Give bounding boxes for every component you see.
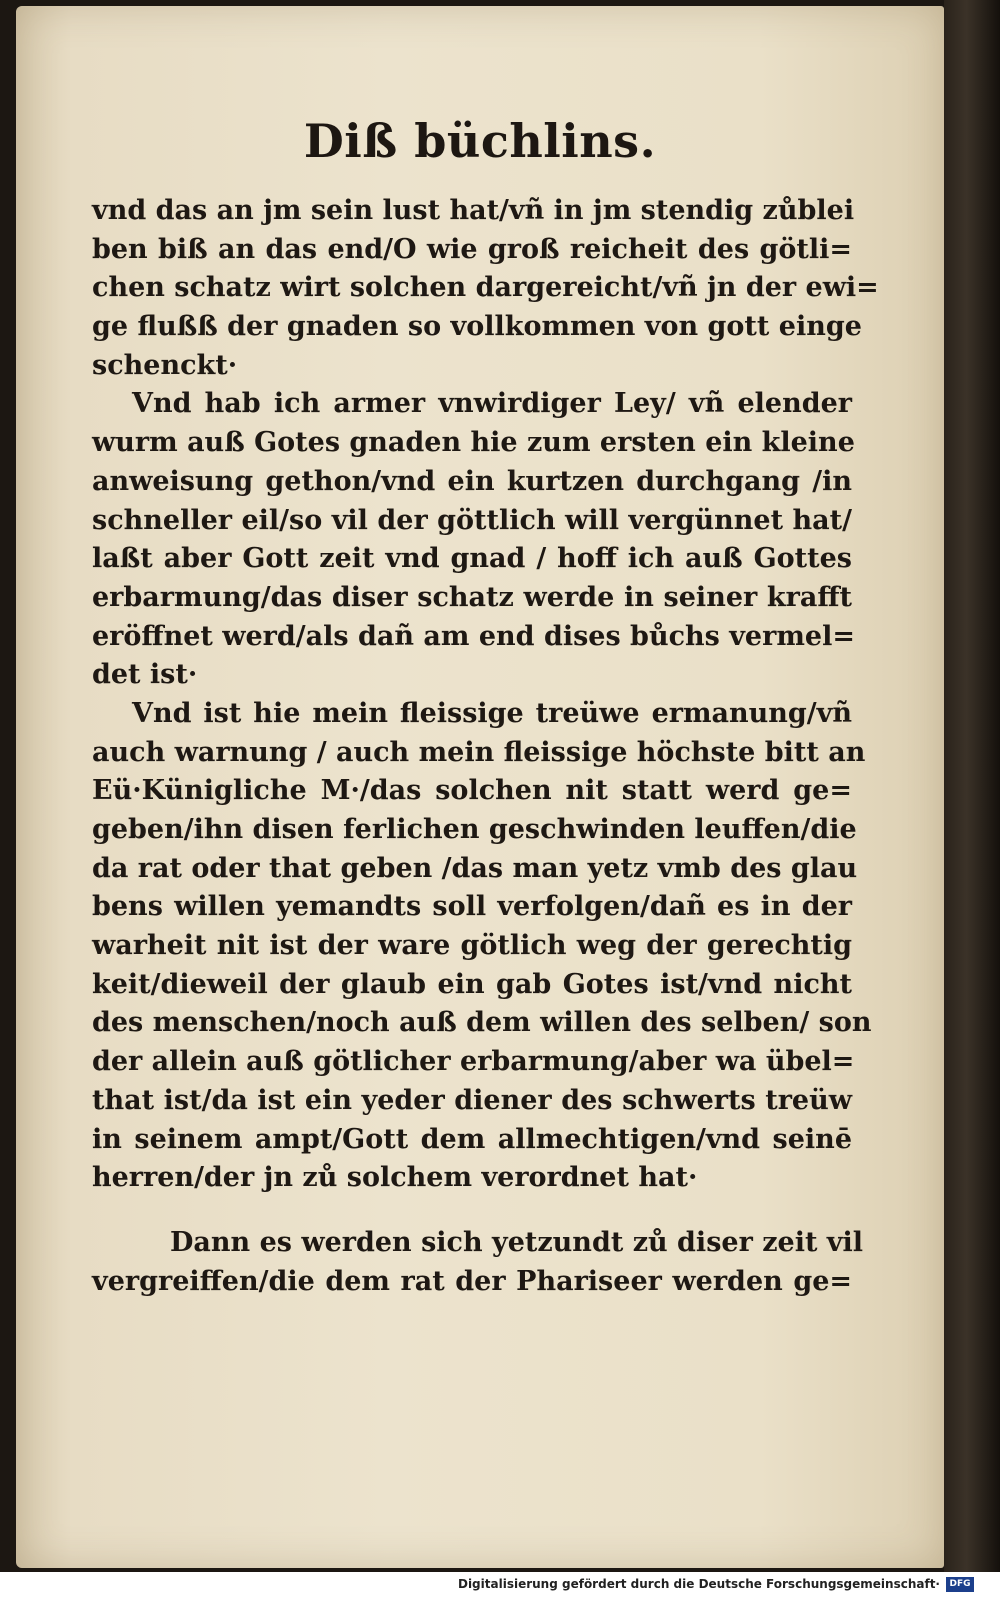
- funding-credit: Digitalisierung gefördert durch die Deutsche Forschungsgemeinschaft·: [457, 1577, 940, 1591]
- text-line: ben biß an das end/O wie groß reicheit des götli=: [92, 233, 852, 265]
- text-line: eröffnet werd/als dañ am end dises bůchs vermel=: [92, 620, 855, 652]
- text-line: geben/ihn disen ferlichen geschwinden leuffen/die: [92, 814, 857, 845]
- text-line: keit/dieweil der glaub ein gab Gotes ist/vnd nicht: [92, 968, 852, 1000]
- text-line: laßt aber Gott zeit vnd gnad / hoff ich auß Gottes: [92, 543, 852, 575]
- text-line: that ist/da ist ein yeder diener des schwerts treüw: [92, 1084, 852, 1116]
- book-page: [16, 6, 944, 1568]
- text-line: herren/der jn zů solchem verordnet hat·: [92, 1162, 698, 1194]
- book-edge: [944, 0, 1000, 1572]
- dfg-logo: DFG: [946, 1577, 974, 1592]
- text-line: anweisung gethon/vnd ein kurtzen durchgang /in: [92, 465, 852, 497]
- text-line: schenckt·: [92, 349, 238, 381]
- paragraph-first-line: Vnd ist hie mein fleissige treüwe ermanung/vñ: [132, 697, 852, 729]
- text-line: Eü·Künigliche M·/das solchen nit statt werd ge=: [92, 775, 852, 807]
- body-text: [92, 192, 879, 1301]
- text-line: der allein auß götlicher erbarmung/aber wa übel=: [92, 1046, 855, 1078]
- text-line: bens willen yemandts soll verfolgen/dañ es in der: [92, 891, 852, 923]
- text-line: warheit nit ist der ware götlich weg der gerechtig: [92, 930, 852, 962]
- digitization-footer: [0, 1572, 1000, 1598]
- text-line: ge flußß der gnaden so vollkommen von gott einge: [92, 311, 862, 343]
- paragraph-first-line: Dann es werden sich yetzundt zů diser zeit vil: [170, 1226, 864, 1258]
- text-line: in seinem ampt/Gott dem allmechtigen/vnd seinē: [92, 1123, 852, 1155]
- paragraph-gap: [92, 1198, 852, 1224]
- text-line: vnd das an jm sein lust hat/vñ in jm stendig zůblei: [92, 195, 855, 226]
- text-line: auch warnung / auch mein fleissige höchste bitt an: [92, 736, 866, 768]
- text-line: wurm auß Gotes gnaden hie zum ersten ein kleine: [92, 427, 855, 459]
- text-line: det ist·: [92, 659, 198, 691]
- running-title: Diß büchlins.: [303, 114, 657, 168]
- text-line: chen schatz wirt solchen dargereicht/vñ jn der ewi=: [92, 272, 879, 304]
- paragraph-first-line: Vnd hab ich armer vnwirdiger Ley/ vñ elender: [132, 388, 852, 420]
- text-line: vergreiffen/die dem rat der Phariseer werden ge=: [92, 1265, 852, 1297]
- text-line: schneller eil/so vil der göttlich will vergünnet hat/: [92, 504, 852, 536]
- text-line: des menschen/noch auß dem willen des selben/ son: [92, 1007, 872, 1039]
- text-line: da rat oder that geben /das man yetz vmb des glau: [92, 852, 858, 884]
- text-line: erbarmung/das diser schatz werde in seiner krafft: [92, 581, 852, 613]
